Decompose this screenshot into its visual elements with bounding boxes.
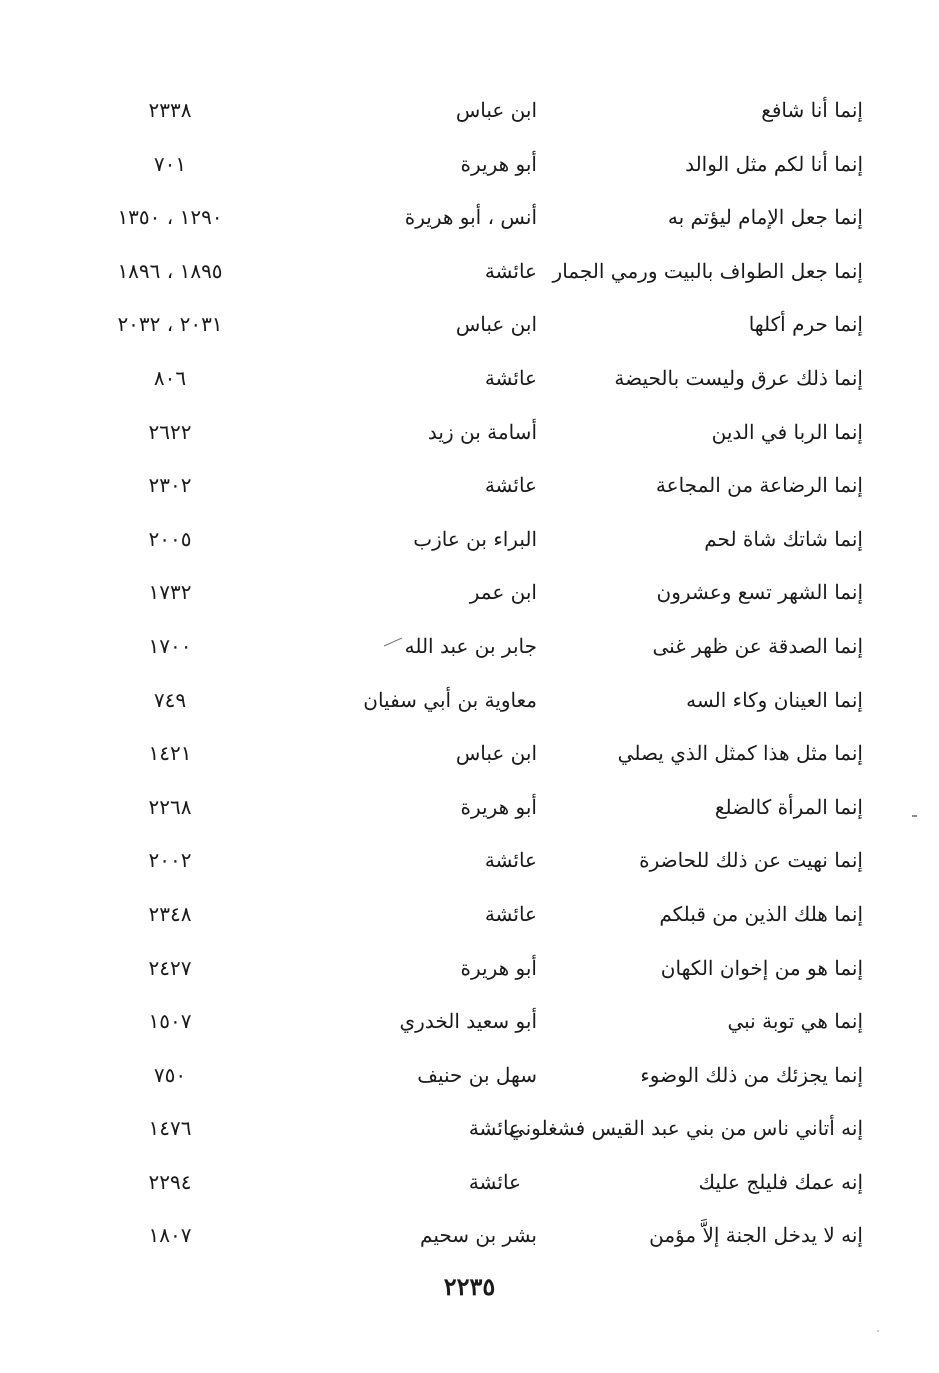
hadith-text: إنما يجزئك من ذلك الوضوء [640,1062,863,1087]
hadith-text: إنما هو من إخوان الكهان [660,955,863,980]
narrator-name: ابن عباس [455,312,537,337]
hadith-text: إنما أنا شافع [761,98,863,122]
hadith-text: إنما نهيت عن ذلك للحاضرة [639,848,863,873]
index-row [0,892,939,946]
hadith-text: إنما أنا لكم مثل الوالد [685,151,863,176]
narrator-name: أبو هريرة [460,794,537,819]
index-row [0,624,939,678]
index-row [0,302,939,356]
hadith-number: ٢٣٤٨ [148,901,192,926]
hadith-number: ١٢٩٠ ، ١٣٥٠ [117,205,223,230]
hadith-text: إنه أتاني ناس من بني عبد القيس فشغلوني [508,1116,863,1141]
hadith-number: ٢٢٩٤ [148,1169,192,1194]
narrator-name: أبو سعيد الخدري [399,1009,537,1034]
index-row [0,1106,939,1160]
hadith-number: ٢٤٢٧ [148,955,192,980]
hadith-text: إنما الرضاعة من المجاعة [655,473,863,498]
hadith-text: إنما الربا في الدين [711,419,863,444]
narrator-name: عائشة [484,848,537,873]
narrator-name: عائشة [468,1169,521,1194]
hadith-number: ١٤٧٦ [148,1116,192,1141]
hadith-number: ٢٢٦٨ [148,794,192,819]
index-row [0,88,939,142]
narrator-name: جابر بن عبد الله [404,633,537,658]
index-row [0,678,939,732]
hadith-number: ١٨٠٧ [148,1223,192,1248]
narrator-name: عائشة [484,473,537,498]
index-row [0,517,939,571]
narrator-name: عائشة [468,1116,521,1141]
hadith-index-table [0,88,939,1267]
narrator-name: عائشة [484,365,537,390]
hadith-text: إنما شاتك شاة لحم [704,526,863,551]
index-row [0,463,939,517]
index-row [0,946,939,1000]
page-number: ٢٢٣٥ [443,1272,496,1301]
narrator-name: ابن عباس [455,741,537,766]
narrator-name: البراء بن عازب [413,526,537,551]
narrator-name: أنس ، أبو هريرة [404,205,537,230]
hadith-number: ٢٠٠٥ [148,526,192,551]
index-row [0,1213,939,1267]
hadith-number: ١٨٩٥ ، ١٨٩٦ [117,258,223,283]
hadith-text: إنما الشهر تسع وعشرون [656,580,863,605]
hadith-number: ٢٠٠٢ [148,848,192,873]
hadith-text: إنما العينان وكاء السه [686,687,863,712]
narrator-name: ابن عباس [455,98,537,122]
hadith-text: إنما المرأة كالضلع [714,794,863,819]
index-row [0,356,939,410]
narrator-name: أسامة بن زيد [427,419,537,444]
hadith-text: إنما مثل هذا كمثل الذي يصلي [617,741,863,766]
hadith-number: ٢٣٠٢ [148,473,192,498]
index-row [0,195,939,249]
index-row [0,570,939,624]
hadith-number: ٢٦٢٢ [148,419,192,444]
pen-stroke-mark [382,636,404,648]
index-row [0,785,939,839]
narrator-name: عائشة [484,258,537,283]
hadith-number: ٧٤٩ [153,687,187,712]
margin-mark [912,815,917,817]
narrator-name: سهل بن حنيف [417,1062,537,1087]
index-row [0,249,939,303]
narrator-name: عائشة [484,901,537,926]
narrator-name: أبو هريرة [460,151,537,176]
hadith-text: إنه لا يدخل الجنة إلاَّ مؤمن [649,1223,863,1248]
hadith-number: ٢٣٣٨ [148,98,192,122]
hadith-number: ٨٠٦ [153,365,187,390]
narrator-name: بشر بن سحيم [420,1223,537,1248]
hadith-number: ٧٠١ [153,151,187,176]
index-row [0,1053,939,1107]
hadith-number: ٢٠٣١ ، ٢٠٣٢ [117,312,223,337]
scan-speck [877,1330,879,1332]
narrator-name: معاوية بن أبي سفيان [363,687,537,712]
hadith-number: ١٧٣٢ [148,580,192,605]
index-row [0,838,939,892]
narrator-name: أبو هريرة [460,955,537,980]
hadith-number: ١٧٠٠ [148,633,192,658]
index-row [0,999,939,1053]
hadith-text: إنما هلك الذين من قبلكم [659,901,863,926]
hadith-text: إنما جعل الطواف بالبيت ورمي الجمار [552,258,863,283]
index-row [0,410,939,464]
hadith-text: إنما جعل الإمام ليؤتم به [667,205,863,230]
hadith-text: إنما ذلك عرق وليست بالحيضة [614,365,863,390]
hadith-text: إنه عمك فليلج عليك [698,1169,863,1194]
hadith-number: ٧٥٠ [153,1062,187,1087]
hadith-text: إنما هي توبة نبي [727,1009,863,1034]
hadith-number: ١٤٢١ [148,741,192,766]
hadith-text: إنما الصدقة عن ظهر غنى [652,633,863,658]
narrator-name: ابن عمر [469,580,537,605]
index-row [0,142,939,196]
index-row [0,1160,939,1214]
hadith-number: ١٥٠٧ [148,1009,192,1034]
hadith-text: إنما حرم أكلها [748,312,863,337]
index-row [0,731,939,785]
